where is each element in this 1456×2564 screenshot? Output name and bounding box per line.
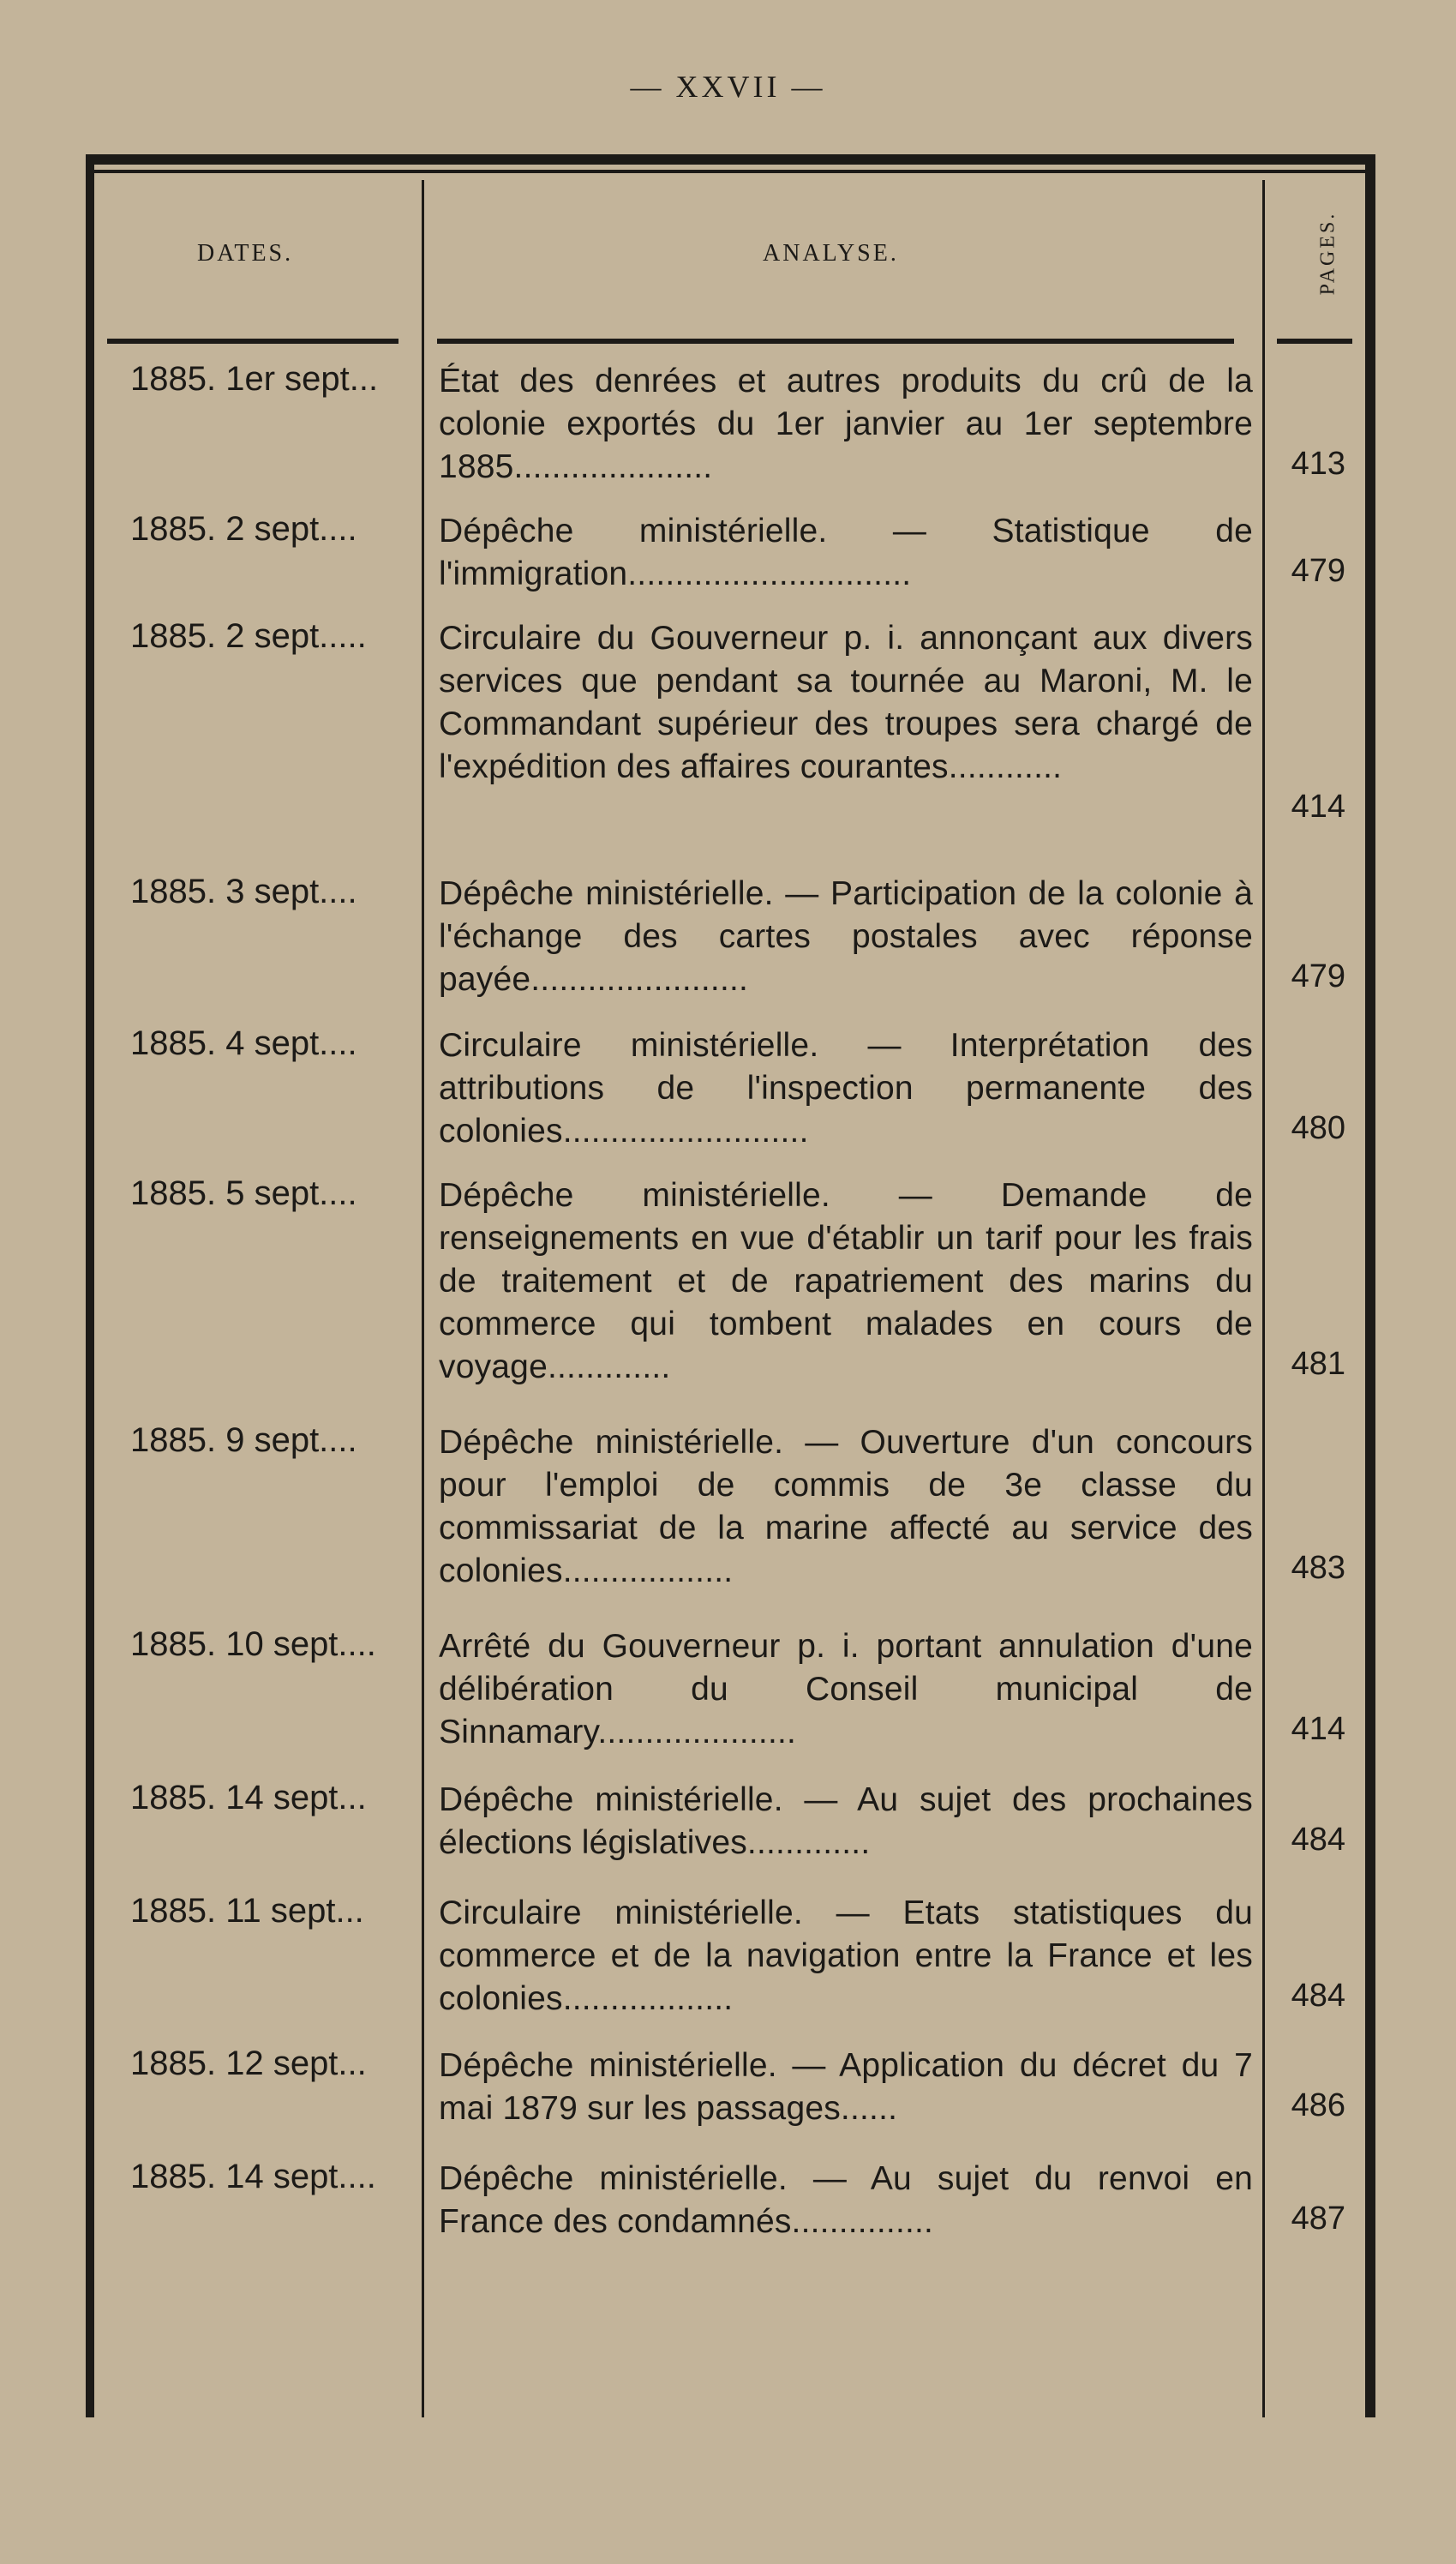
entry-page: 479: [1291, 553, 1345, 589]
entry-date: 1885. 11 sept...: [130, 1892, 364, 1930]
entry-date: 1885. 10 sept....: [130, 1625, 376, 1663]
entry-date: 1885. 2 sept.....: [130, 617, 367, 655]
column-separator-dates: [422, 180, 424, 2417]
entry-page: 483: [1291, 1550, 1345, 1586]
entry-date: 1885. 5 sept....: [130, 1174, 357, 1212]
column-header-dates: DATES.: [197, 240, 294, 267]
entry-date: 1885. 3 sept....: [130, 873, 357, 910]
entry-date: 1885. 2 sept....: [130, 510, 357, 548]
entry-analysis: Dépêche ministérielle. — Statistique de l'immigration..............................: [439, 513, 1253, 592]
entry-analysis: Dépêche ministérielle. — Demande de renseignements en vue d'établir un tarif pour les frais de traitement et de rapatriement des marins du commerce qui tombent malades en cours de voyage.............: [439, 1177, 1253, 1385]
index-table: [86, 154, 1375, 2417]
entry-page: 486: [1291, 2087, 1345, 2123]
column-separator-pages: [1262, 180, 1265, 2417]
header-rule-analyse: [437, 339, 1234, 344]
entry-date: 1885. 4 sept....: [130, 1024, 357, 1062]
entry-page: 484: [1291, 1822, 1345, 1858]
header-rule-dates: [107, 339, 398, 344]
entry-page: 414: [1291, 1711, 1345, 1747]
entry-date: 1885. 1er sept...: [130, 360, 379, 398]
entry-page: 487: [1291, 2201, 1345, 2237]
table-left-rule: [86, 154, 94, 2417]
table-top-rule-thin: [86, 170, 1375, 173]
entry-analysis: Arrêté du Gouverneur p. i. portant annulation d'une délibération du Conseil municipal de Sinnamary.....................: [439, 1628, 1253, 1750]
entry-date: 1885. 14 sept....: [130, 2158, 376, 2195]
entry-page: 480: [1291, 1110, 1345, 1146]
page-number: — XXVII —: [630, 69, 826, 104]
entry-analysis: État des denrées et autres produits du crû de la colonie exportés du 1er janvier au 1er septembre 1885.....................: [439, 363, 1253, 485]
entry-page: 479: [1291, 958, 1345, 994]
column-header-pages: PAGES.: [1316, 211, 1339, 295]
entry-page: 481: [1291, 1346, 1345, 1382]
entry-date: 1885. 14 sept...: [130, 1779, 367, 1816]
header-rule-pages: [1277, 339, 1352, 344]
entry-analysis: Dépêche ministérielle. — Participation de la colonie à l'échange des cartes postales avec réponse payée.......................: [439, 875, 1253, 998]
table-right-rule: [1365, 154, 1375, 2417]
entry-page: 484: [1291, 1978, 1345, 2014]
entry-analysis: Dépêche ministérielle. — Ouverture d'un concours pour l'emploi de commis de 3e classe du commissariat de la marine affecté au service des colonies..................: [439, 1424, 1253, 1589]
entry-analysis: Dépêche ministérielle. — Au sujet du renvoi en France des condamnés...............: [439, 2160, 1253, 2240]
entry-analysis: Circulaire du Gouverneur p. i. annonçant aux divers services que pendant sa tournée au Maroni, M. le Commandant supérieur des troupes sera chargé de l'expédition des affaires courantes............: [439, 620, 1253, 785]
entry-analysis: Circulaire ministérielle. — Etats statistiques du commerce et de la navigation entre la France et les colonies..................: [439, 1894, 1253, 2017]
column-header-analyse: ANALYSE.: [763, 240, 899, 267]
entry-date: 1885. 9 sept....: [130, 1421, 357, 1459]
table-top-rule: [86, 154, 1375, 165]
entry-analysis: Circulaire ministérielle. — Interprétation des attributions de l'inspection permanente des colonies..........................: [439, 1027, 1253, 1150]
entry-analysis: Dépêche ministérielle. — Application du décret du 7 mai 1879 sur les passages......: [439, 2047, 1253, 2127]
entry-date: 1885. 12 sept...: [130, 2045, 367, 2082]
entry-page: 413: [1291, 446, 1345, 482]
entry-analysis: Dépêche ministérielle. — Au sujet des prochaines élections législatives.............: [439, 1781, 1253, 1861]
entry-page: 414: [1291, 789, 1345, 825]
